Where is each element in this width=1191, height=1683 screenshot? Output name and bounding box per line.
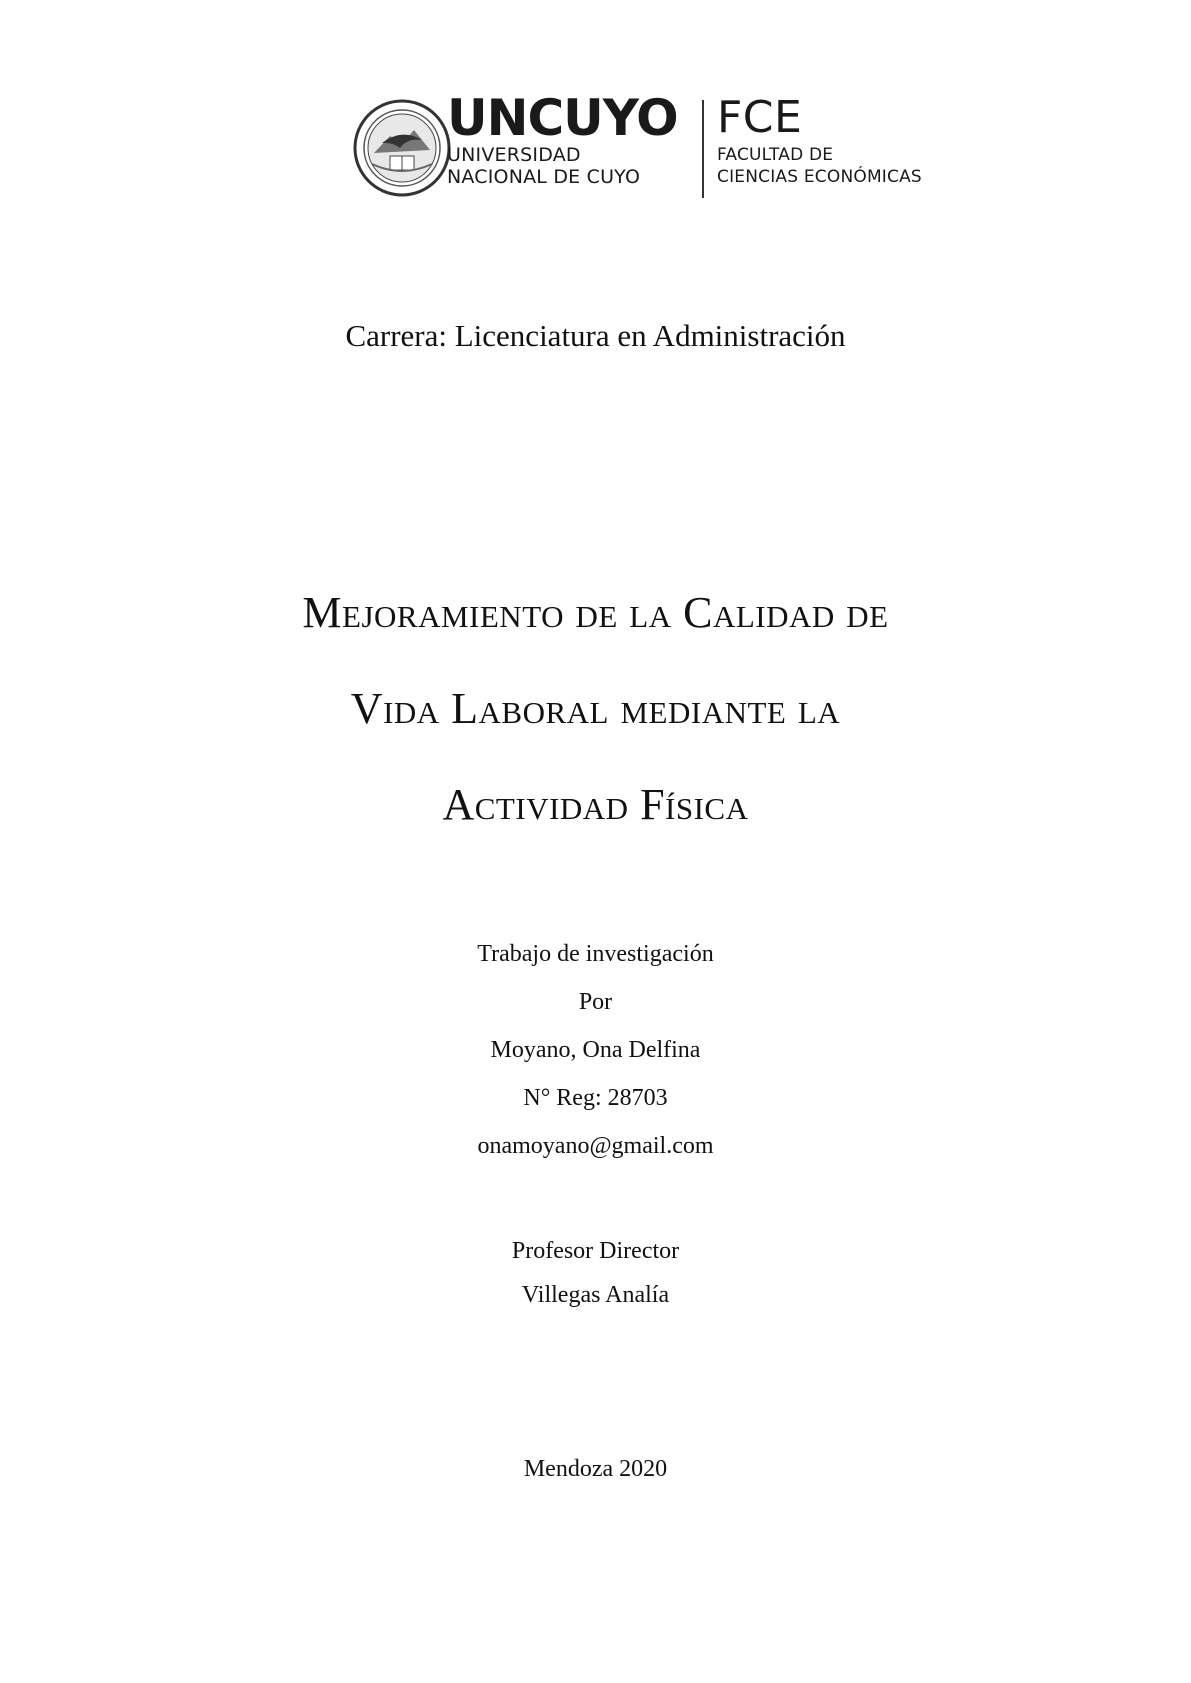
university-seal-icon [352, 98, 452, 198]
career-line: Carrera: Licenciatura en Administración [345, 318, 846, 353]
university-line-2: NACIONAL DE CUYO [447, 166, 641, 188]
work-details [0, 930, 1191, 1170]
title-line-3: Actividad Física [442, 780, 749, 829]
registration-number: N° Reg: 28703 [523, 1085, 668, 1111]
director-label: Profesor Director [511, 1238, 680, 1264]
faculty-name [717, 92, 957, 188]
director-block [0, 1229, 1191, 1317]
document-title [0, 565, 1191, 853]
place-year: Mendoza 2020 [523, 1456, 668, 1482]
author-name: Moyano, Ona Delfina [490, 1037, 701, 1063]
faculty-line-2: CIENCIAS ECONÓMICAS [717, 167, 922, 187]
title-line-1: Mejoramiento de la Calidad de [302, 588, 889, 637]
logo-divider [702, 100, 704, 198]
university-short-name: UNCUYO [447, 89, 678, 147]
university-line-1: UNIVERSIDAD [447, 144, 581, 166]
author-email: onamoyano@gmail.com [477, 1133, 714, 1159]
director-name: Villegas Analía [521, 1282, 670, 1308]
header-logo [352, 89, 952, 212]
faculty-line-1: FACULTAD DE [717, 145, 834, 165]
title-line-2: Vida Laboral mediante la [350, 684, 841, 733]
university-name [447, 89, 687, 188]
faculty-short-name: FCE [717, 92, 803, 143]
by-label: Por [578, 989, 613, 1015]
work-type: Trabajo de investigación [477, 941, 714, 967]
